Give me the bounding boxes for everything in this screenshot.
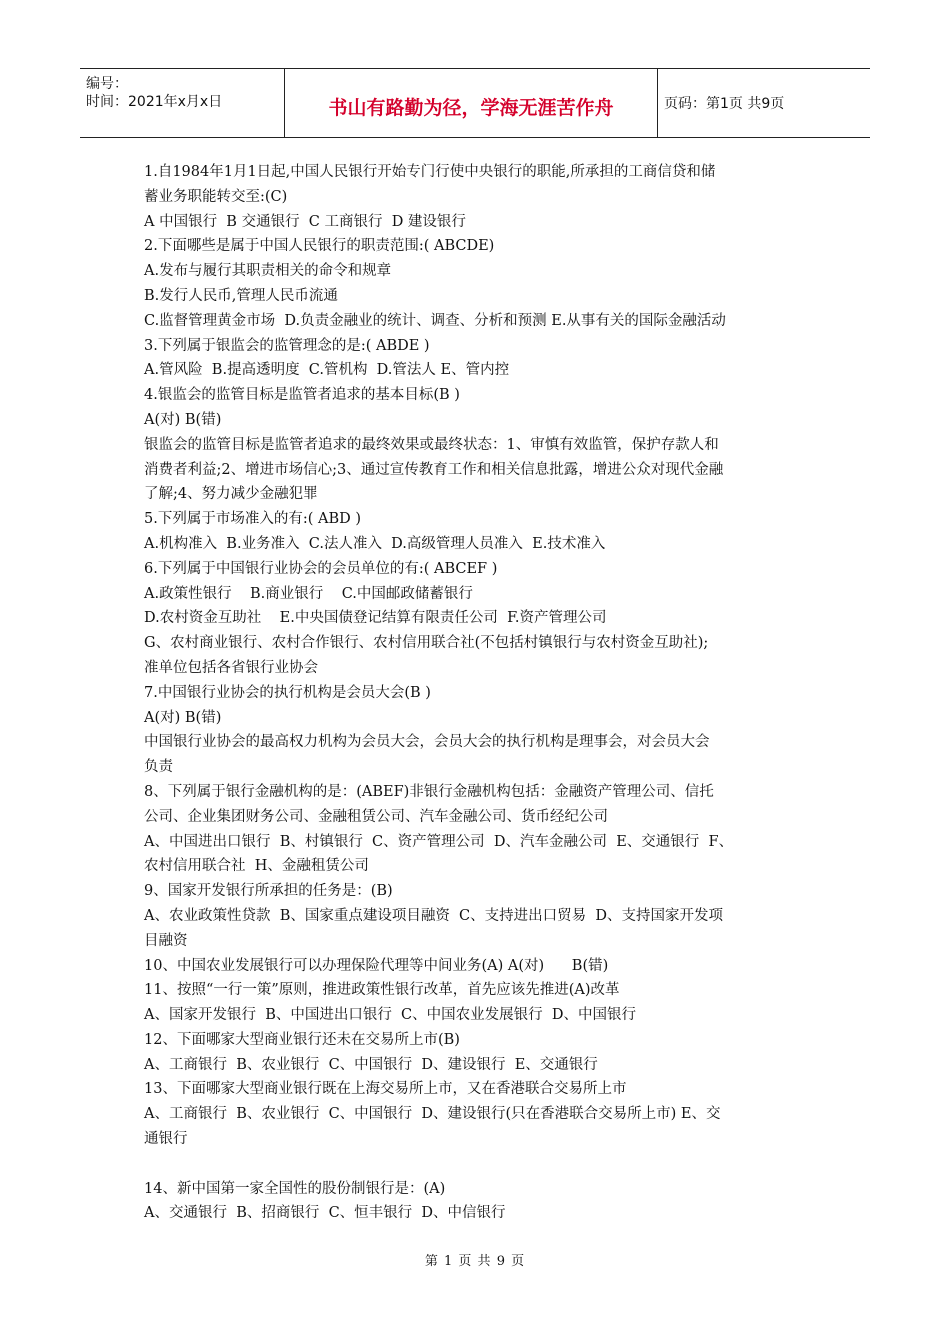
body-line: 银监会的监管目标是监管者追求的最终效果或最终状态：1、审慎有效监管，保护存款人和 (144, 436, 719, 453)
document-date-label: 时间：2021年x月x日 (86, 94, 223, 110)
body-line (144, 1152, 814, 1177)
body-line: 10、中国农业发展银行可以办理保险代理等中间业务(A) A(对) B(错) (144, 957, 609, 974)
body-line: 目融资 (144, 932, 188, 949)
body-line: 蓄业务职能转交至:(C) (144, 188, 288, 205)
body-line: A.机构准入 B.业务准入 C.法人准入 D.高级管理人员准入 E.技术准入 (144, 535, 606, 552)
body-line: 8、下列属于银行金融机构的是：(ABEF)非银行金融机构包括：金融资产管理公司、信托 (144, 783, 714, 800)
page-header (80, 68, 870, 138)
body-line: 6.下列属于中国银行业协会的会员单位的有:( ABCEF ) (144, 560, 498, 577)
body-line: 5.下列属于市场准入的有:( ABD ) (144, 511, 362, 528)
body-line: 9、国家开发银行所承担的任务是：(B) (144, 883, 393, 900)
body-line: D.农村资金互助社 E.中央国债登记结算有限责任公司 F.资产管理公司 (144, 610, 607, 627)
document-number-label: 编号： (86, 76, 128, 92)
body-line: 14、新中国第一家全国性的股份制银行是：(A) (144, 1180, 446, 1197)
body-line: 通银行 (144, 1131, 188, 1148)
body-line: 1.自1984年1月1日起,中国人民银行开始专门行使中央银行的职能,所承担的工商信贷和储 (144, 164, 716, 180)
header-meta-cell (80, 69, 285, 137)
body-line: A 中国银行 B 交通银行 C 工商银行 D 建设银行 (144, 213, 466, 230)
body-line: 3.下列属于银监会的监管理念的是:( ABDE ) (144, 337, 430, 354)
body-line: A.管风险 B.提高透明度 C.管机构 D.管法人 E、管内控 (144, 362, 510, 379)
body-line: A、工商银行 B、农业银行 C、中国银行 D、建设银行(只在香港联合交易所上市) E、交 (144, 1106, 721, 1123)
header-motto: 书山有路勤为径，学海无涯苦作舟 (328, 97, 614, 119)
body-line: 2.下面哪些是属于中国人民银行的职责范围:( ABCDE) (144, 238, 495, 255)
page-footer: 第 1 页 共 9 页 (424, 1254, 526, 1269)
body-line: A.发布与履行其职责相关的命令和规章 (144, 263, 392, 280)
body-line: 了解;4、努力减少金融犯罪 (144, 486, 318, 503)
body-line: 准单位包括各省银行业协会 (144, 659, 318, 676)
body-line: 12、下面哪家大型商业银行还未在交易所上市(B) (144, 1031, 460, 1048)
body-line: A、中国进出口银行 B、村镇银行 C、资产管理公司 D、汽车金融公司 E、交通银行 F、 (144, 833, 734, 850)
body-line: C.监督管理黄金市场 D.负责金融业的统计、调查、分析和预测 E.从事有关的国际金融活动 (144, 312, 726, 329)
body-line: 11、按照“一行一策”原则，推进政策性银行改革，首先应该先推进(A)改革 (144, 982, 620, 999)
body-line: A、工商银行 B、农业银行 C、中国银行 D、建设银行 E、交通银行 (144, 1056, 598, 1073)
body-line: A、国家开发银行 B、中国进出口银行 C、中国农业发展银行 D、中国银行 (144, 1007, 636, 1024)
body-line: A(对) B(错) (144, 411, 222, 428)
body-line: 中国银行业协会的最高权力机构为会员大会，会员大会的执行机构是理事会，对会员大会 (144, 734, 710, 751)
header-page-cell (658, 69, 870, 137)
body-line: 13、下面哪家大型商业银行既在上海交易所上市，又在香港联合交易所上市 (144, 1081, 627, 1098)
header-page-number: 页码：第1页 共9页 (664, 96, 785, 112)
body-line: G、农村商业银行、农村合作银行、农村信用联合社(不包括村镇银行与农村资金互助社); (144, 635, 709, 652)
body-line: A.政策性银行 B.商业银行 C.中国邮政储蓄银行 (144, 585, 473, 602)
body-line: 负责 (144, 759, 173, 776)
body-line: A(对) B(错) (144, 709, 222, 726)
body-line: A、农业政策性贷款 B、国家重点建设项目融资 C、支持进出口贸易 D、支持国家开发项 (144, 907, 723, 924)
body-line: 消费者利益;2、增进市场信心;3、通过宣传教育工作和相关信息批露，增进公众对现代金融 (144, 461, 724, 478)
body-line: 公司、企业集团财务公司、金融租赁公司、汽车金融公司、货币经纪公司 (144, 808, 608, 825)
body-line: A、交通银行 B、招商银行 C、恒丰银行 D、中信银行 (144, 1205, 506, 1222)
body-line: 4.银监会的监管目标是监管者追求的基本目标(B ) (144, 387, 460, 404)
body-line: B.发行人民币,管理人民币流通 (144, 287, 338, 304)
body-line: 7.中国银行业协会的执行机构是会员大会(B ) (144, 684, 431, 701)
header-motto-cell (285, 69, 658, 137)
body-line: 农村信用联合社 H、金融租赁公司 (144, 858, 369, 875)
document-body (144, 160, 814, 1226)
